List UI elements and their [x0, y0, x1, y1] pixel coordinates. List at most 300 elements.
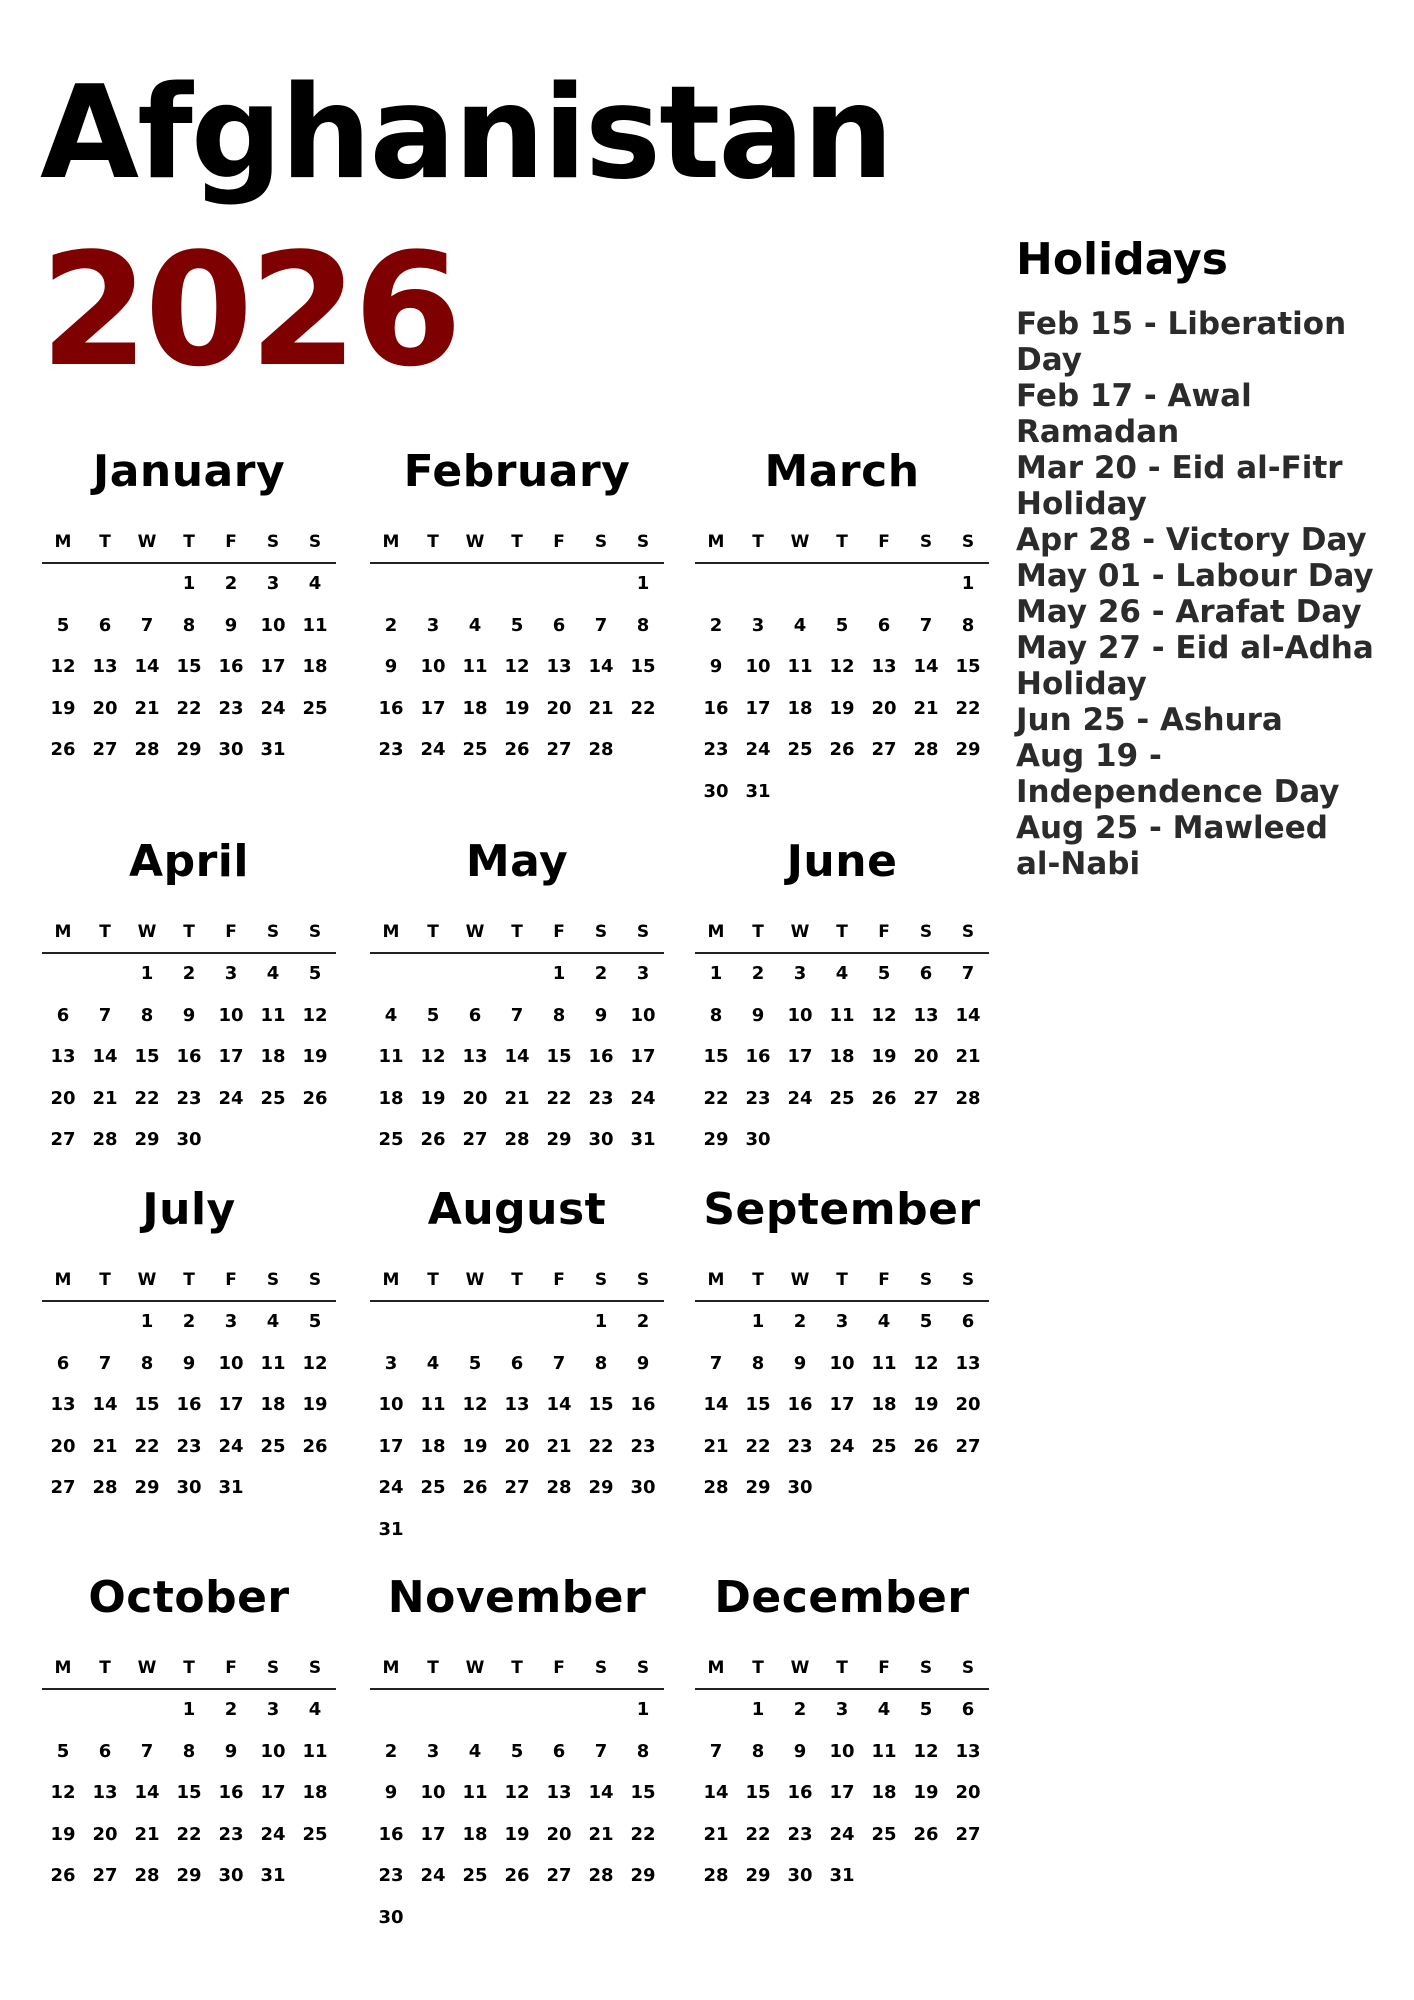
day-cell: 3	[384, 1352, 398, 1374]
day-cell: 22	[703, 1087, 729, 1109]
day-cell: 1	[182, 1699, 196, 1720]
day-cell: 12	[420, 1046, 446, 1067]
day-cell: 5	[919, 1699, 933, 1720]
day-cell: 3	[793, 963, 807, 984]
day-cell: 11	[462, 656, 488, 677]
day-cell: 9	[751, 1004, 765, 1026]
day-cell: 17	[218, 1046, 244, 1067]
day-cell: 7	[709, 1740, 723, 1762]
day-cell: 22	[176, 697, 202, 719]
day-cell: 13	[955, 1352, 981, 1374]
day-cell: 22	[745, 1823, 771, 1845]
day-cell: 30	[588, 1129, 614, 1150]
day-cell: 23	[176, 1087, 202, 1109]
day-cell: 3	[751, 614, 765, 636]
day-cell: 24	[218, 1087, 244, 1109]
empty-cell	[863, 574, 905, 616]
day-cell: 4	[877, 1311, 891, 1332]
day-cell: 7	[709, 1352, 723, 1374]
day-cell: 18	[420, 1435, 446, 1457]
day-cell: 10	[829, 1740, 855, 1762]
empty-cell	[695, 1312, 737, 1354]
day-cell: 14	[955, 1004, 981, 1026]
day-cell: 5	[510, 1740, 524, 1762]
day-cell: 24	[260, 1823, 286, 1845]
empty-cell	[42, 1700, 84, 1742]
day-grid	[370, 564, 664, 782]
day-cell: 28	[504, 1129, 530, 1150]
empty-cell	[412, 964, 454, 1006]
day-cell: 5	[877, 963, 891, 984]
empty-cell	[779, 574, 821, 616]
weekday-header	[370, 532, 664, 564]
day-cell: 31	[829, 1865, 855, 1886]
day-cell: 15	[134, 1046, 160, 1067]
day-cell: 18	[787, 697, 813, 719]
day-cell: 20	[913, 1046, 939, 1067]
day-cell: 17	[420, 1823, 446, 1845]
weekday-label: M	[54, 1658, 72, 1678]
weekday-label: T	[836, 1270, 848, 1290]
day-cell: 27	[871, 739, 897, 760]
day-cell: 3	[426, 614, 440, 636]
day-cell: 21	[703, 1823, 729, 1845]
day-cell: 25	[260, 1435, 286, 1457]
weekday-label: S	[266, 532, 280, 552]
empty-cell	[84, 574, 126, 616]
day-cell: 29	[703, 1129, 729, 1150]
weekday-header	[42, 922, 336, 954]
day-cell: 2	[709, 614, 723, 636]
day-cell: 20	[955, 1394, 981, 1415]
weekday-label: F	[878, 532, 890, 552]
weekday-label: T	[836, 1658, 848, 1678]
day-cell: 21	[92, 1087, 118, 1109]
day-cell: 12	[871, 1004, 897, 1026]
weekday-label: M	[382, 532, 400, 552]
day-cell: 19	[50, 697, 76, 719]
day-cell: 15	[134, 1394, 160, 1415]
day-cell: 23	[378, 739, 404, 760]
day-cell: 6	[919, 963, 933, 984]
empty-cell	[42, 964, 84, 1006]
day-cell: 14	[134, 1782, 160, 1803]
day-cell: 2	[793, 1699, 807, 1720]
day-cell: 4	[426, 1352, 440, 1374]
day-cell: 1	[961, 573, 975, 594]
weekday-label: S	[919, 532, 933, 552]
day-cell: 10	[260, 1740, 286, 1762]
weekday-label: M	[707, 1270, 725, 1290]
day-cell: 31	[745, 780, 771, 802]
weekday-label: S	[961, 1270, 975, 1290]
weekday-label: S	[594, 532, 608, 552]
weekday-label: F	[553, 1658, 565, 1678]
day-cell: 13	[913, 1004, 939, 1026]
day-cell: 1	[140, 1311, 154, 1332]
day-cell: 13	[462, 1046, 488, 1067]
day-cell: 6	[552, 614, 566, 636]
day-cell: 23	[588, 1087, 614, 1109]
day-cell: 12	[302, 1004, 328, 1026]
day-cell: 10	[420, 1782, 446, 1803]
day-cell: 13	[546, 1782, 572, 1803]
day-cell: 6	[961, 1311, 975, 1332]
day-cell: 30	[218, 1865, 244, 1886]
day-cell: 16	[378, 1823, 404, 1845]
day-cell: 17	[829, 1394, 855, 1415]
empty-cell	[538, 1312, 580, 1354]
day-cell: 22	[630, 697, 656, 719]
day-cell: 2	[224, 1699, 238, 1720]
day-cell: 20	[504, 1435, 530, 1457]
day-cell: 7	[594, 1740, 608, 1762]
day-cell: 13	[92, 1782, 118, 1803]
day-cell: 10	[829, 1352, 855, 1374]
day-cell: 25	[462, 739, 488, 760]
day-cell: 20	[546, 1823, 572, 1845]
day-cell: 24	[260, 697, 286, 719]
weekday-label: S	[919, 922, 933, 942]
weekday-label: S	[266, 1658, 280, 1678]
weekday-header	[370, 1270, 664, 1302]
day-cell: 27	[50, 1477, 76, 1498]
weekday-label: T	[752, 1270, 764, 1290]
weekday-header	[695, 1270, 989, 1302]
weekday-label: S	[636, 1658, 650, 1678]
empty-cell	[126, 574, 168, 616]
day-grid	[42, 1690, 336, 1908]
day-cell: 14	[913, 656, 939, 677]
empty-cell	[370, 1700, 412, 1742]
day-cell: 17	[420, 697, 446, 719]
day-cell: 1	[709, 963, 723, 984]
empty-cell	[412, 1700, 454, 1742]
day-cell: 4	[468, 614, 482, 636]
day-cell: 24	[829, 1435, 855, 1457]
day-cell: 9	[384, 656, 398, 677]
weekday-header	[370, 1658, 664, 1690]
weekday-label: T	[836, 532, 848, 552]
day-cell: 10	[630, 1004, 656, 1026]
day-cell: 19	[871, 1046, 897, 1067]
day-cell: 23	[218, 1823, 244, 1845]
weekday-label: W	[790, 1270, 810, 1290]
day-cell: 28	[588, 1865, 614, 1886]
day-cell: 23	[176, 1435, 202, 1457]
day-cell: 5	[308, 963, 322, 984]
weekday-label: S	[594, 922, 608, 942]
day-cell: 2	[384, 614, 398, 636]
empty-cell	[84, 1312, 126, 1354]
month-name: September	[703, 1184, 981, 1235]
day-cell: 2	[384, 1740, 398, 1762]
weekday-label: T	[836, 922, 848, 942]
day-cell: 29	[546, 1129, 572, 1150]
day-cell: 20	[546, 697, 572, 719]
day-cell: 14	[504, 1046, 530, 1067]
day-cell: 24	[420, 1865, 446, 1886]
day-cell: 30	[787, 1865, 813, 1886]
day-cell: 4	[877, 1699, 891, 1720]
day-cell: 12	[50, 1782, 76, 1803]
weekday-label: S	[308, 1658, 322, 1678]
day-cell: 6	[56, 1004, 70, 1026]
month-name: October	[88, 1572, 290, 1623]
holiday-item: Mar 20 - Eid al-Fitr Holiday	[1016, 450, 1343, 523]
weekday-header	[695, 532, 989, 564]
day-cell: 25	[871, 1435, 897, 1457]
day-cell: 17	[787, 1046, 813, 1067]
day-cell: 20	[871, 697, 897, 719]
day-cell: 9	[384, 1782, 398, 1803]
day-cell: 29	[630, 1865, 656, 1886]
day-cell: 4	[468, 1740, 482, 1762]
weekday-label: T	[183, 1658, 195, 1678]
day-cell: 8	[140, 1352, 154, 1374]
day-cell: 19	[913, 1782, 939, 1803]
day-cell: 5	[426, 1004, 440, 1026]
day-cell: 22	[176, 1823, 202, 1845]
day-cell: 14	[546, 1394, 572, 1415]
day-cell: 26	[504, 739, 530, 760]
day-cell: 20	[50, 1435, 76, 1457]
day-cell: 3	[224, 963, 238, 984]
day-cell: 18	[260, 1046, 286, 1067]
day-cell: 9	[224, 1740, 238, 1762]
day-cell: 22	[134, 1435, 160, 1457]
day-cell: 12	[504, 1782, 530, 1803]
day-cell: 13	[871, 656, 897, 677]
day-cell: 21	[913, 697, 939, 719]
day-cell: 6	[56, 1352, 70, 1374]
day-cell: 15	[176, 656, 202, 677]
day-cell: 28	[955, 1087, 981, 1109]
weekday-label: M	[707, 922, 725, 942]
day-cell: 26	[871, 1087, 897, 1109]
day-cell: 2	[751, 963, 765, 984]
weekday-label: T	[511, 922, 523, 942]
day-cell: 9	[793, 1352, 807, 1374]
day-cell: 21	[134, 1823, 160, 1845]
day-cell: 16	[176, 1394, 202, 1415]
month-name: May	[465, 836, 569, 887]
day-cell: 15	[955, 656, 981, 677]
day-cell: 26	[462, 1477, 488, 1498]
day-cell: 30	[630, 1477, 656, 1498]
day-cell: 19	[504, 1823, 530, 1845]
weekday-label: W	[465, 1658, 485, 1678]
month-august	[370, 1184, 664, 1561]
month-name: June	[786, 836, 898, 887]
holiday-item: Feb 17 - Awal Ramadan	[1016, 378, 1252, 451]
weekday-label: S	[636, 1270, 650, 1290]
day-cell: 5	[56, 614, 70, 636]
weekday-label: S	[308, 922, 322, 942]
day-cell: 8	[594, 1352, 608, 1374]
empty-cell	[737, 574, 779, 616]
day-cell: 28	[588, 739, 614, 760]
day-grid	[42, 954, 336, 1172]
weekday-label: W	[137, 532, 157, 552]
day-cell: 3	[835, 1311, 849, 1332]
weekday-header	[42, 532, 336, 564]
holidays-panel	[1016, 236, 1376, 882]
day-cell: 16	[218, 1782, 244, 1803]
month-name: August	[427, 1184, 607, 1235]
day-cell: 17	[260, 656, 286, 677]
day-cell: 25	[829, 1087, 855, 1109]
day-cell: 18	[829, 1046, 855, 1067]
day-cell: 11	[302, 614, 328, 636]
weekday-label: W	[790, 1658, 810, 1678]
day-cell: 26	[504, 1865, 530, 1886]
day-cell: 10	[745, 656, 771, 677]
weekday-label: S	[961, 922, 975, 942]
day-cell: 26	[50, 739, 76, 760]
day-cell: 25	[302, 697, 328, 719]
day-grid	[370, 954, 664, 1172]
weekday-label: T	[183, 532, 195, 552]
day-cell: 15	[630, 1782, 656, 1803]
day-cell: 23	[378, 1865, 404, 1886]
day-cell: 11	[420, 1394, 446, 1415]
day-cell: 10	[378, 1394, 404, 1415]
day-cell: 11	[787, 656, 813, 677]
day-cell: 26	[302, 1435, 328, 1457]
page-title: Afghanistan	[40, 59, 892, 208]
weekday-label: S	[266, 922, 280, 942]
day-cell: 28	[703, 1477, 729, 1498]
empty-cell	[538, 1700, 580, 1742]
empty-cell	[496, 1700, 538, 1742]
weekday-label: S	[594, 1658, 608, 1678]
day-cell: 12	[50, 656, 76, 677]
day-grid	[695, 1302, 989, 1520]
day-cell: 14	[588, 1782, 614, 1803]
day-grid	[695, 954, 989, 1172]
weekday-label: F	[553, 1270, 565, 1290]
day-cell: 17	[218, 1394, 244, 1415]
day-cell: 1	[552, 963, 566, 984]
month-march	[695, 446, 989, 823]
empty-cell	[580, 574, 622, 616]
weekday-header	[42, 1658, 336, 1690]
day-cell: 27	[92, 739, 118, 760]
weekday-label: F	[553, 922, 565, 942]
empty-cell	[496, 574, 538, 616]
weekday-label: W	[790, 922, 810, 942]
day-cell: 13	[92, 656, 118, 677]
empty-cell	[454, 964, 496, 1006]
day-cell: 28	[913, 739, 939, 760]
month-february	[370, 446, 664, 782]
day-cell: 12	[504, 656, 530, 677]
empty-cell	[412, 574, 454, 616]
empty-cell	[905, 574, 947, 616]
day-cell: 19	[302, 1046, 328, 1067]
day-cell: 2	[224, 573, 238, 594]
day-cell: 21	[588, 697, 614, 719]
day-cell: 18	[378, 1087, 404, 1109]
weekday-label: S	[266, 1270, 280, 1290]
month-name: December	[714, 1572, 970, 1623]
day-cell: 20	[462, 1087, 488, 1109]
empty-cell	[538, 574, 580, 616]
weekday-label: S	[919, 1658, 933, 1678]
day-cell: 26	[420, 1129, 446, 1150]
day-cell: 10	[218, 1352, 244, 1374]
day-cell: 26	[302, 1087, 328, 1109]
weekday-label: M	[707, 532, 725, 552]
holiday-item: Aug 19 - Independence Day	[1016, 738, 1340, 811]
day-cell: 26	[50, 1865, 76, 1886]
month-name: March	[764, 446, 920, 497]
day-cell: 13	[50, 1394, 76, 1415]
weekday-label: T	[99, 532, 111, 552]
day-cell: 11	[260, 1352, 286, 1374]
empty-cell	[695, 1700, 737, 1742]
month-name: November	[387, 1572, 647, 1623]
weekday-header	[695, 922, 989, 954]
holidays-title: Holidays	[1016, 234, 1228, 285]
day-cell: 27	[92, 1865, 118, 1886]
day-cell: 3	[636, 963, 650, 984]
day-cell: 16	[378, 697, 404, 719]
weekday-label: T	[427, 1270, 439, 1290]
weekday-label: S	[961, 532, 975, 552]
day-cell: 22	[745, 1435, 771, 1457]
day-cell: 1	[636, 1699, 650, 1720]
day-cell: 3	[426, 1740, 440, 1762]
month-july	[42, 1184, 336, 1520]
day-cell: 9	[182, 1352, 196, 1374]
day-cell: 5	[56, 1740, 70, 1762]
weekday-label: T	[183, 1270, 195, 1290]
day-cell: 15	[630, 656, 656, 677]
day-cell: 7	[594, 614, 608, 636]
weekday-label: T	[511, 1658, 523, 1678]
day-cell: 2	[594, 963, 608, 984]
day-cell: 1	[751, 1699, 765, 1720]
day-cell: 4	[266, 963, 280, 984]
day-cell: 25	[787, 739, 813, 760]
day-cell: 10	[260, 614, 286, 636]
weekday-label: W	[137, 1270, 157, 1290]
weekday-label: M	[54, 922, 72, 942]
weekday-header	[370, 922, 664, 954]
day-cell: 19	[829, 697, 855, 719]
holiday-item: May 01 - Labour Day	[1016, 558, 1374, 595]
day-cell: 7	[140, 614, 154, 636]
day-cell: 7	[510, 1004, 524, 1026]
holiday-item: May 26 - Arafat Day	[1016, 594, 1362, 631]
day-cell: 11	[871, 1740, 897, 1762]
day-cell: 14	[92, 1394, 118, 1415]
day-cell: 24	[420, 739, 446, 760]
holiday-list	[1016, 306, 1376, 882]
day-cell: 10	[420, 656, 446, 677]
day-grid	[370, 1302, 664, 1561]
empty-cell	[580, 1700, 622, 1742]
day-cell: 18	[871, 1782, 897, 1803]
day-cell: 8	[636, 1740, 650, 1762]
month-december	[695, 1572, 989, 1908]
empty-cell	[821, 574, 863, 616]
day-cell: 11	[829, 1004, 855, 1026]
day-cell: 19	[50, 1823, 76, 1845]
empty-cell	[42, 574, 84, 616]
